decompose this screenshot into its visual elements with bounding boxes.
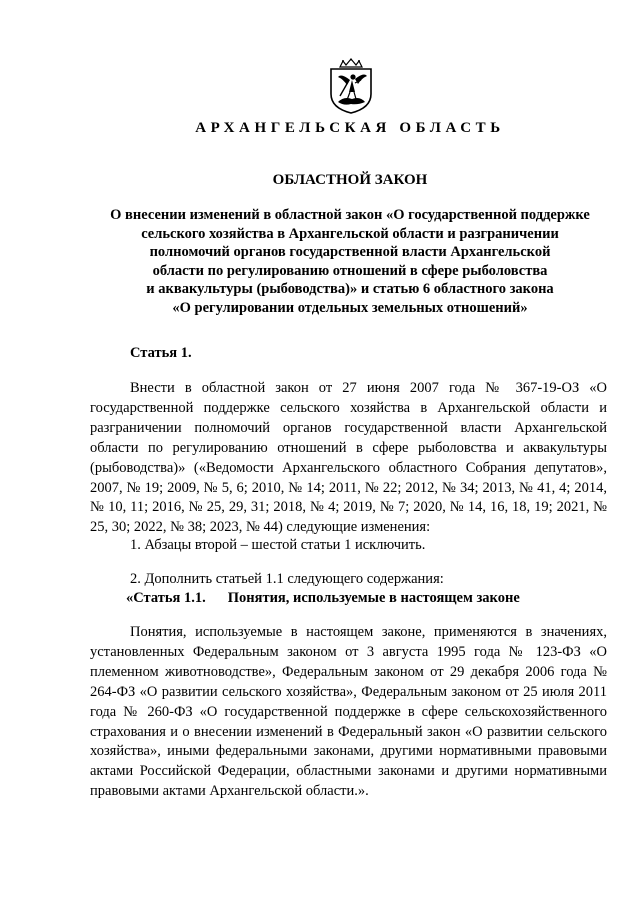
coat-of-arms-icon <box>328 58 374 114</box>
article-heading: Статья 1. <box>130 345 192 361</box>
law-title-line: О внесении изменений в областной закон «О государственной поддержке <box>110 207 590 223</box>
new-article-heading <box>126 590 520 607</box>
law-title-line: сельского хозяйства в Архангельской области и разграничении <box>141 225 559 242</box>
new-article-title: Понятия, используемые в настоящем законе <box>227 590 520 606</box>
amendment-item-2: 2. Дополнить статьей 1.1 следующего содержания: <box>130 571 444 587</box>
new-article-number: «Статья 1.1. <box>126 590 206 606</box>
law-title-line: области по регулированию отношений в сфере рыболовства <box>152 262 548 279</box>
law-title-line: и аквакультуры (рыбоводства)» и статью 6 областного закона <box>146 281 554 298</box>
article-intro-paragraph: Внести в областной закон от 27 июня 2007 года № 367-19-ОЗ «О государственной поддержке сельского хозяйства в Архангельской области и разграничении полномочий органов государственной власти Архангельской области по регулированию отношений в сфере рыболовства и аквакультуры (рыбоводства)» («Ведомости Архангельского областного Собрания депутатов», 2007, № 19; 2009, № 5, 6; 2010, № 14; 2011, № 22; 2012, № 34; 2013, № 41, 4; 2014, № 10, 11; 2016, № 25, 29, 31; 2018, № 4; 2019, № 7; 2020, № 14, 16, 18, 19; 2021, № 25, 30; 2022, № 38; 2023, № 44) следующие изменения: <box>90 380 607 536</box>
amendment-item-1: 1. Абзацы второй – шестой статьи 1 исключить. <box>130 537 426 553</box>
new-article-paragraph: Понятия, используемые в настоящем законе, применяются в значениях, установленных Федеральным законом от 3 августа 1995 года № 123-ФЗ «О племенном животноводстве», Федеральным законом от 29 декабря 2006 года № 264-ФЗ «О развитии сельского хозяйства», Федеральным законом от 25 июля 2011 года № 260-ФЗ «О государственной поддержке в сфере сельскохозяйственного страхования и о внесении изменений в Федеральный закон «О развитии сельского хозяйства», иными федеральными законами, другими нормативными правовыми актами Российской Федерации, областными законами и другими нормативными правовыми актами Архангельской области.». <box>90 624 607 800</box>
law-title-line: полномочий органов государственной власти Архангельской <box>149 244 551 261</box>
region-name: АРХАНГЕЛЬСКАЯ ОБЛАСТЬ <box>195 120 505 136</box>
law-title <box>100 206 600 318</box>
law-type-heading: ОБЛАСТНОЙ ЗАКОН <box>272 172 428 188</box>
law-title-line: «О регулировании отдельных земельных отношений» <box>172 299 528 316</box>
